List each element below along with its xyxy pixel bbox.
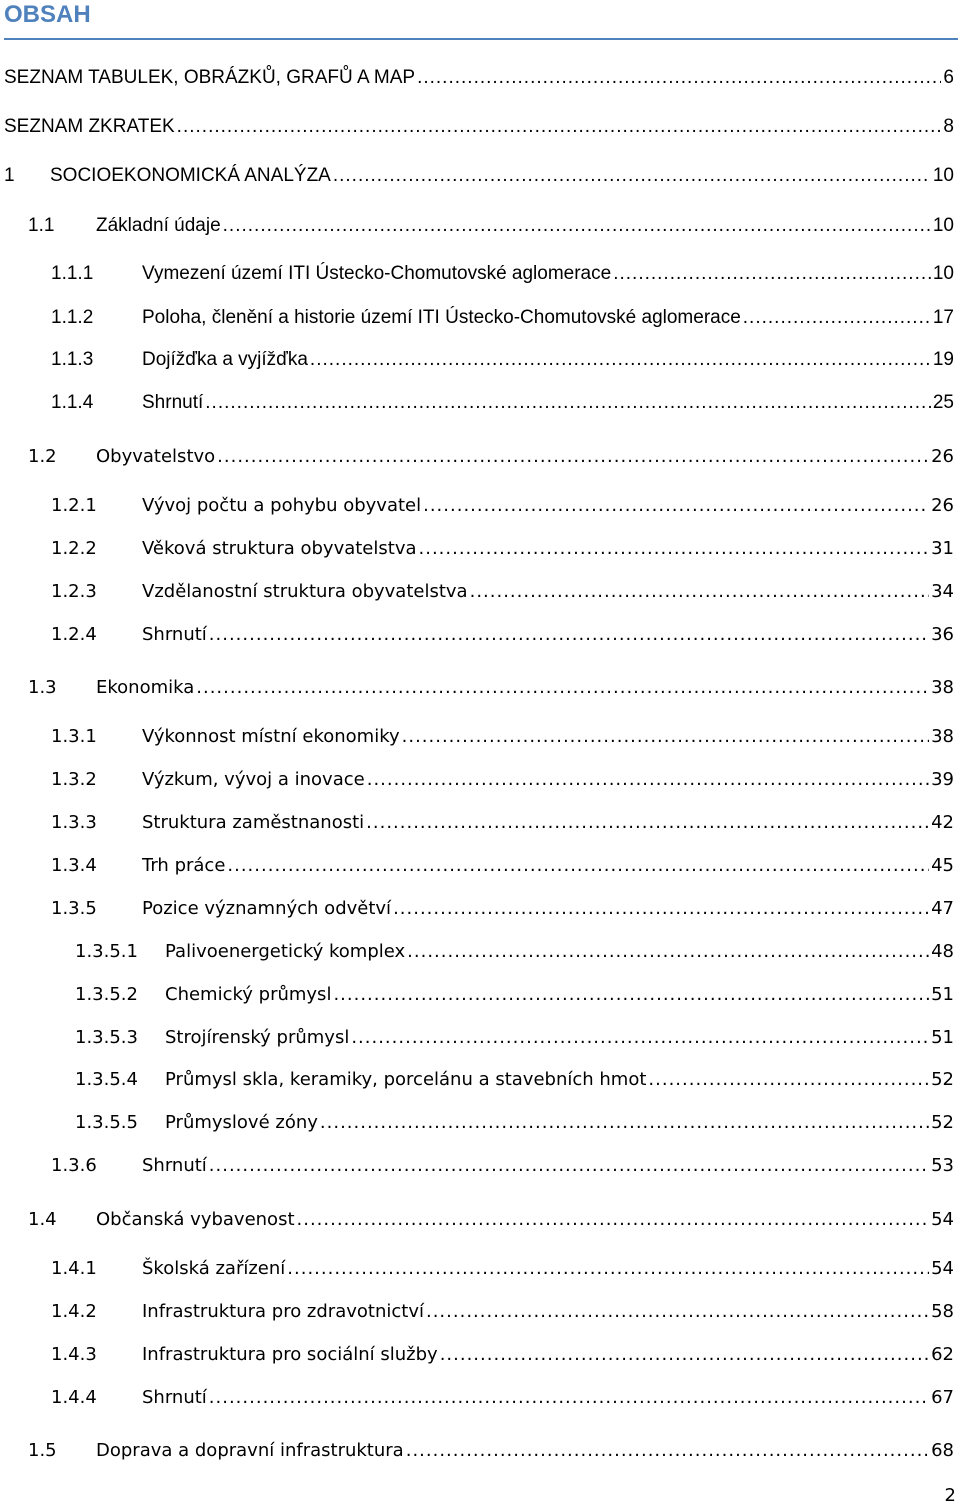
toc-entry[interactable]	[75, 938, 954, 964]
toc-entry-page: 48	[931, 941, 954, 962]
toc-dot-leader	[205, 391, 931, 415]
toc-entry-number: 1.5	[28, 1440, 57, 1461]
toc-entry-title: Školská zařízení	[142, 1258, 286, 1279]
toc-entry-page: 51	[931, 1027, 954, 1048]
toc-entry[interactable]	[28, 1437, 954, 1463]
toc-entry-title: Průmyslové zóny	[165, 1112, 318, 1133]
toc-dot-leader	[402, 725, 929, 749]
toc-entry-number: 1.2.1	[51, 495, 97, 516]
toc-dot-leader	[320, 1111, 929, 1135]
toc-entry-page: 8	[943, 116, 954, 137]
toc-entry[interactable]	[51, 723, 954, 749]
toc-dot-leader	[407, 940, 929, 964]
toc-entry[interactable]	[4, 162, 954, 188]
toc-dot-leader	[333, 164, 931, 188]
toc-entry-number: 1.1.4	[51, 392, 94, 413]
toc-entry-title: Infrastruktura pro sociální služby	[142, 1344, 438, 1365]
toc-entry-title: SEZNAM TABULEK, OBRÁZKŮ, GRAFŮ A MAP	[4, 67, 416, 88]
toc-entry-title: Vzdělanostní struktura obyvatelstva	[142, 581, 468, 602]
toc-dot-leader	[209, 623, 929, 647]
toc-entry[interactable]	[51, 260, 954, 286]
toc-entry-page: 10	[932, 215, 954, 236]
toc-entry-number: 1.1.2	[51, 307, 94, 328]
toc-entry-number: 1.3.5.5	[75, 1112, 138, 1133]
toc-entry-page: 31	[931, 538, 954, 559]
toc-entry-page: 54	[931, 1258, 954, 1279]
toc-dot-leader	[743, 306, 931, 330]
toc-dot-leader	[417, 66, 941, 90]
toc-entry-title: Struktura zaměstnanosti	[142, 812, 365, 833]
toc-entry[interactable]	[51, 852, 954, 878]
toc-entry-number: 1.1	[28, 215, 55, 236]
toc-entry-page: 25	[932, 392, 954, 413]
toc-dot-leader	[393, 897, 929, 921]
toc-entry-number: 1.2.3	[51, 581, 97, 602]
toc-entry[interactable]	[51, 304, 954, 330]
toc-entry-title: Průmysl skla, keramiky, porcelánu a stavebních hmot	[165, 1069, 647, 1090]
toc-dot-leader	[227, 854, 929, 878]
toc-entry-page: 38	[931, 677, 954, 698]
toc-dot-leader	[419, 537, 930, 561]
toc-entry[interactable]	[51, 766, 954, 792]
toc-entry-page: 10	[932, 165, 954, 186]
toc-entry-page: 54	[931, 1209, 954, 1230]
toc-dot-leader	[217, 445, 929, 469]
toc-entry-title: Pozice významných odvětví	[142, 898, 392, 919]
toc-entry-number: 1.3.3	[51, 812, 97, 833]
toc-entry-title: Infrastruktura pro zdravotnictví	[142, 1301, 424, 1322]
toc-entry-title: Shrnutí	[142, 392, 204, 413]
toc-entry-page: 26	[931, 495, 954, 516]
toc-dot-leader	[423, 494, 929, 518]
toc-entry-number: 1	[4, 165, 15, 186]
toc-entry-number: 1.4.4	[51, 1387, 97, 1408]
toc-entry[interactable]	[4, 64, 954, 90]
toc-entry[interactable]	[75, 1066, 954, 1092]
toc-entry-number: 1.2	[28, 446, 57, 467]
toc-entry-page: 52	[931, 1069, 954, 1090]
toc-entry[interactable]	[75, 1109, 954, 1135]
toc-entry-page: 19	[932, 349, 954, 370]
toc-entry[interactable]	[51, 895, 954, 921]
toc-entry[interactable]	[51, 1384, 954, 1410]
toc-entry-title: Poloha, členění a historie území ITI Ústecko-Chomutovské aglomerace	[142, 307, 741, 328]
toc-entry-number: 1.3.6	[51, 1155, 97, 1176]
toc-entry-page: 36	[931, 624, 954, 645]
toc-heading-bar	[4, 0, 958, 40]
toc-entry-number: 1.2.2	[51, 538, 97, 559]
toc-entry-number: 1.1.1	[51, 263, 94, 284]
toc-dot-leader	[366, 811, 929, 835]
toc-entry-number: 1.4.2	[51, 1301, 97, 1322]
page-title: OBSAH	[4, 1, 91, 28]
toc-entry-number: 1.2.4	[51, 624, 97, 645]
toc-entry[interactable]	[28, 443, 954, 469]
toc-dot-leader	[406, 1439, 929, 1463]
toc-entry[interactable]	[75, 981, 954, 1007]
toc-dot-leader	[196, 676, 929, 700]
toc-entry-number: 1.3.5.4	[75, 1069, 138, 1090]
toc-dot-leader	[297, 1208, 930, 1232]
toc-dot-leader	[426, 1300, 929, 1324]
toc-entry-page: 38	[931, 726, 954, 747]
toc-entry-number: 1.3.5	[51, 898, 97, 919]
toc-entry[interactable]	[51, 809, 954, 835]
toc-entry-title: Vymezení území ITI Ústecko-Chomutovské aglomerace	[142, 263, 612, 284]
toc-entry[interactable]	[51, 621, 954, 647]
toc-entry-title: SEZNAM ZKRATEK	[4, 116, 175, 137]
toc-entry-title: Ekonomika	[96, 677, 195, 698]
toc-entry-page: 51	[931, 984, 954, 1005]
toc-dot-leader	[367, 768, 929, 792]
toc-entry-page: 52	[931, 1112, 954, 1133]
toc-entry-page: 6	[943, 67, 954, 88]
toc-entry[interactable]	[28, 1206, 954, 1232]
toc-entry[interactable]	[28, 212, 954, 238]
toc-dot-leader	[209, 1386, 929, 1410]
toc-dot-leader	[177, 115, 942, 139]
toc-entry-page: 53	[931, 1155, 954, 1176]
toc-entry-title: Shrnutí	[142, 624, 207, 645]
toc-entry-title: Občanská vybavenost	[96, 1209, 295, 1230]
toc-entry-page: 10	[932, 263, 954, 284]
toc-entry-title: Základní údaje	[96, 215, 221, 236]
toc-entry-number: 1.4.3	[51, 1344, 97, 1365]
toc-entry-page: 58	[931, 1301, 954, 1322]
toc-dot-leader	[333, 983, 929, 1007]
toc-entry[interactable]	[51, 346, 954, 372]
toc-entry[interactable]	[51, 578, 954, 604]
toc-entry-page: 68	[931, 1440, 954, 1461]
toc-dot-leader	[287, 1257, 929, 1281]
toc-entry[interactable]	[51, 1255, 954, 1281]
toc-entry-page: 17	[932, 307, 954, 328]
toc-entry-title: Trh práce	[142, 855, 226, 876]
toc-entry-title: Obyvatelstvo	[96, 446, 216, 467]
toc-entry-number: 1.3.4	[51, 855, 97, 876]
toc-dot-leader	[310, 348, 931, 372]
toc-entry-number: 1.3	[28, 677, 57, 698]
toc-dot-leader	[470, 580, 930, 604]
toc-entry-title: Věková struktura obyvatelstva	[142, 538, 417, 559]
toc-entry-title: Výzkum, vývoj a inovace	[142, 769, 365, 790]
toc-entry-number: 1.4.1	[51, 1258, 97, 1279]
toc-dot-leader	[351, 1026, 929, 1050]
toc-entry-page: 47	[931, 898, 954, 919]
toc-entry-number: 1.3.5.3	[75, 1027, 138, 1048]
toc-entry-number: 1.3.5.1	[75, 941, 138, 962]
toc-entry[interactable]	[51, 492, 954, 518]
toc-entry-title: Palivoenergetický komplex	[165, 941, 406, 962]
toc-entry-title: Dojížďka a vyjížďka	[142, 349, 308, 370]
page-number: 2	[944, 1485, 956, 1506]
toc-entry[interactable]	[75, 1024, 954, 1050]
toc-dot-leader	[223, 214, 931, 238]
toc-entry-title: Vývoj počtu a pohybu obyvatel	[142, 495, 422, 516]
toc-entry-page: 67	[931, 1387, 954, 1408]
toc-entry-page: 42	[931, 812, 954, 833]
toc-entry-page: 26	[931, 446, 954, 467]
toc-entry[interactable]	[51, 1341, 954, 1367]
toc-entry-title: Chemický průmysl	[165, 984, 332, 1005]
toc-entry[interactable]	[28, 674, 954, 700]
toc-entry-title: SOCIOEKONOMICKÁ ANALÝZA	[50, 165, 331, 186]
toc-entry-page: 39	[931, 769, 954, 790]
toc-entry[interactable]	[4, 113, 954, 139]
toc-entry-page: 62	[931, 1344, 954, 1365]
toc-entry[interactable]	[51, 1298, 954, 1324]
toc-entry[interactable]	[51, 535, 954, 561]
toc-entry-number: 1.3.5.2	[75, 984, 138, 1005]
toc-entry-page: 34	[931, 581, 954, 602]
toc-entry-number: 1.3.2	[51, 769, 97, 790]
toc-dot-leader	[440, 1343, 929, 1367]
toc-entry-title: Strojírenský průmysl	[165, 1027, 350, 1048]
toc-entry-title: Shrnutí	[142, 1387, 207, 1408]
toc-entry-number: 1.4	[28, 1209, 57, 1230]
toc-entry-page: 45	[931, 855, 954, 876]
toc-entry-title: Doprava a dopravní infrastruktura	[96, 1440, 404, 1461]
toc-dot-leader	[209, 1154, 929, 1178]
toc-dot-leader	[613, 262, 931, 286]
toc-dot-leader	[648, 1068, 929, 1092]
toc-entry-number: 1.3.1	[51, 726, 97, 747]
toc-entry-number: 1.1.3	[51, 349, 94, 370]
toc-entry[interactable]	[51, 1152, 954, 1178]
toc-entry-title: Výkonnost místní ekonomiky	[142, 726, 400, 747]
toc-entry-title: Shrnutí	[142, 1155, 207, 1176]
toc-entry[interactable]	[51, 389, 954, 415]
